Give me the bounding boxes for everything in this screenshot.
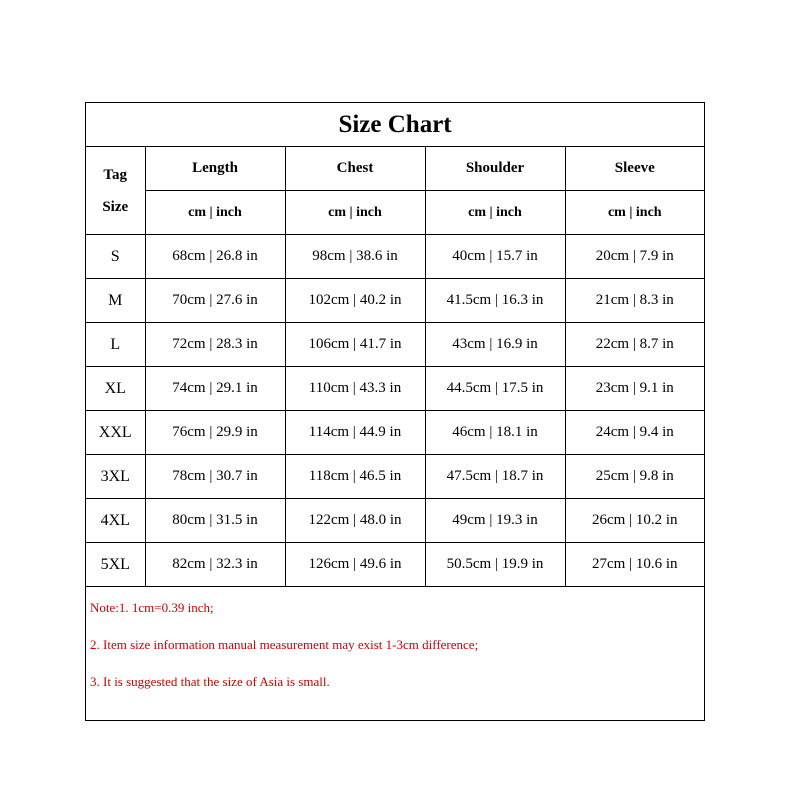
tag-size-header <box>86 147 145 235</box>
sleeve-cell: 24cm | 9.4 in <box>565 411 704 455</box>
length-cell: 76cm | 29.9 in <box>145 411 285 455</box>
table-row <box>86 543 704 587</box>
length-cell: 82cm | 32.3 in <box>145 543 285 587</box>
table-row <box>86 235 704 279</box>
length-cell: 80cm | 31.5 in <box>145 499 285 543</box>
shoulder-cell: 47.5cm | 18.7 in <box>425 455 565 499</box>
chest-cell: 114cm | 44.9 in <box>285 411 425 455</box>
size-label: Size <box>102 198 129 215</box>
size-cell: M <box>86 279 145 323</box>
header-row <box>86 147 704 191</box>
column-header-shoulder: Shoulder <box>425 147 565 191</box>
shoulder-cell: 44.5cm | 17.5 in <box>425 367 565 411</box>
column-header-sleeve: Sleeve <box>565 147 704 191</box>
shoulder-cell: 49cm | 19.3 in <box>425 499 565 543</box>
chest-cell: 98cm | 38.6 in <box>285 235 425 279</box>
size-cell: 5XL <box>86 543 145 587</box>
column-header-chest: Chest <box>285 147 425 191</box>
length-cell: 72cm | 28.3 in <box>145 323 285 367</box>
note-line: Note:1. 1cm=0.39 inch; <box>90 600 214 615</box>
table-row <box>86 455 704 499</box>
chart-title: Size Chart <box>86 103 704 147</box>
shoulder-cell: 43cm | 16.9 in <box>425 323 565 367</box>
size-cell: 3XL <box>86 455 145 499</box>
shoulder-cell: 41.5cm | 16.3 in <box>425 279 565 323</box>
table-row <box>86 499 704 543</box>
column-header-length: Length <box>145 147 285 191</box>
unit-row <box>86 191 704 235</box>
size-table <box>86 103 704 587</box>
shoulder-cell: 50.5cm | 19.9 in <box>425 543 565 587</box>
sleeve-cell: 27cm | 10.6 in <box>565 543 704 587</box>
size-cell: XXL <box>86 411 145 455</box>
sleeve-cell: 25cm | 9.8 in <box>565 455 704 499</box>
length-cell: 70cm | 27.6 in <box>145 279 285 323</box>
sleeve-cell: 23cm | 9.1 in <box>565 367 704 411</box>
chest-cell: 118cm | 46.5 in <box>285 455 425 499</box>
length-cell: 74cm | 29.1 in <box>145 367 285 411</box>
length-cell: 78cm | 30.7 in <box>145 455 285 499</box>
table-row <box>86 411 704 455</box>
table-row <box>86 279 704 323</box>
notes-section <box>86 587 704 720</box>
chest-cell: 110cm | 43.3 in <box>285 367 425 411</box>
chest-cell: 102cm | 40.2 in <box>285 279 425 323</box>
unit-label-shoulder: cm | inch <box>425 191 565 235</box>
chest-cell: 126cm | 49.6 in <box>285 543 425 587</box>
title-row <box>86 103 704 147</box>
unit-label-chest: cm | inch <box>285 191 425 235</box>
unit-label-sleeve: cm | inch <box>565 191 704 235</box>
size-cell: 4XL <box>86 499 145 543</box>
size-chart <box>85 102 705 721</box>
table-row <box>86 323 704 367</box>
sleeve-cell: 20cm | 7.9 in <box>565 235 704 279</box>
size-cell: S <box>86 235 145 279</box>
sleeve-cell: 21cm | 8.3 in <box>565 279 704 323</box>
unit-label-length: cm | inch <box>145 191 285 235</box>
size-cell: L <box>86 323 145 367</box>
tag-label: Tag <box>103 166 128 183</box>
note-line: 3. It is suggested that the size of Asia is small. <box>90 674 330 689</box>
chest-cell: 122cm | 48.0 in <box>285 499 425 543</box>
size-cell: XL <box>86 367 145 411</box>
shoulder-cell: 46cm | 18.1 in <box>425 411 565 455</box>
note-line: 2. Item size information manual measurement may exist 1-3cm difference; <box>90 637 479 652</box>
shoulder-cell: 40cm | 15.7 in <box>425 235 565 279</box>
sleeve-cell: 26cm | 10.2 in <box>565 499 704 543</box>
length-cell: 68cm | 26.8 in <box>145 235 285 279</box>
sleeve-cell: 22cm | 8.7 in <box>565 323 704 367</box>
chest-cell: 106cm | 41.7 in <box>285 323 425 367</box>
table-row <box>86 367 704 411</box>
